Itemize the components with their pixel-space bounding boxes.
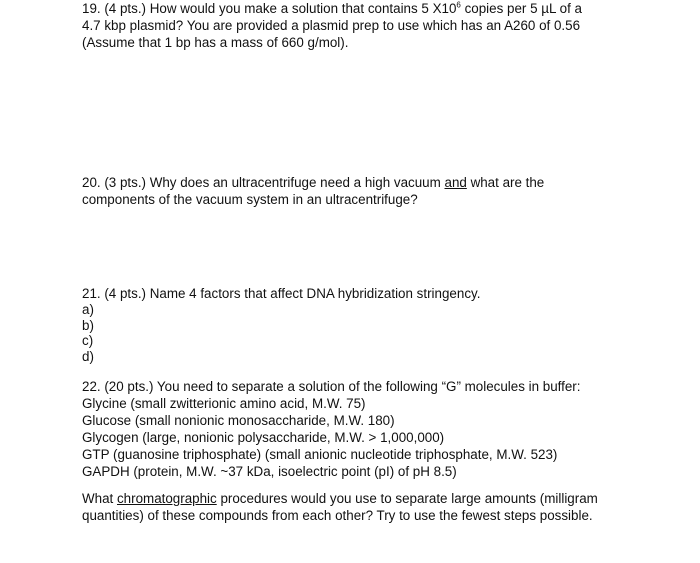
underlined-chromatographic: chromatographic <box>116 491 217 506</box>
molecule-item: Glycogen (large, nonionic polysaccharide, M.W. > 1,000,000) <box>82 430 445 445</box>
question-20-line-2: components of the vacuum system in an ultracentrifuge? <box>82 192 418 207</box>
question-20 <box>82 174 642 208</box>
question-22-prompt <box>82 490 642 524</box>
answer-label-a: a) <box>82 302 94 317</box>
molecule-item: GTP (guanosine triphosphate) (small anionic nucleotide triphosphate, M.W. 523) <box>82 447 558 462</box>
question-19-line-2: 4.7 kbp plasmid? You are provided a plasmid prep to use which has an A260 of 0.56 <box>82 18 581 33</box>
question-19 <box>82 0 642 51</box>
molecule-item: GAPDH (protein, M.W. ~37 kDa, isoelectric point (pI) of pH 8.5) <box>82 464 457 479</box>
question-22-prompt-line-1: What chromatographic procedures would you use to separate large amounts (milligram <box>82 491 598 506</box>
question-22-line-1: 22. (20 pts.) You need to separate a solution of the following “G” molecules in buffer: <box>82 379 581 394</box>
question-20-line-1: 20. (3 pts.) Why does an ultracentrifuge need a high vacuum and what are the <box>82 175 545 190</box>
question-22-prompt-line-2: quantities) of these compounds from each other? Try to use the fewest steps possible. <box>82 508 593 523</box>
answer-label-d: d) <box>82 348 94 364</box>
exponent: 6 <box>456 0 461 10</box>
question-19-line-3: (Assume that 1 bp has a mass of 660 g/mol). <box>82 35 349 50</box>
underlined-and: and <box>444 175 467 190</box>
molecule-item: Glucose (small nonionic monosaccharide, M.W. 180) <box>82 413 395 428</box>
question-22 <box>82 378 642 480</box>
question-21-line-1: 21. (4 pts.) Name 4 factors that affect DNA hybridization stringency. <box>82 286 481 301</box>
question-21 <box>82 285 642 364</box>
molecule-item: Glycine (small zwitterionic amino acid, M.W. 75) <box>82 396 366 411</box>
question-19-line-1: 19. (4 pts.) How would you make a solution that contains 5 $X10^6$ copies per 5 µL of a <box>82 0 582 16</box>
answer-label-b: b) <box>82 317 94 333</box>
answer-label-c: c) <box>82 333 94 348</box>
